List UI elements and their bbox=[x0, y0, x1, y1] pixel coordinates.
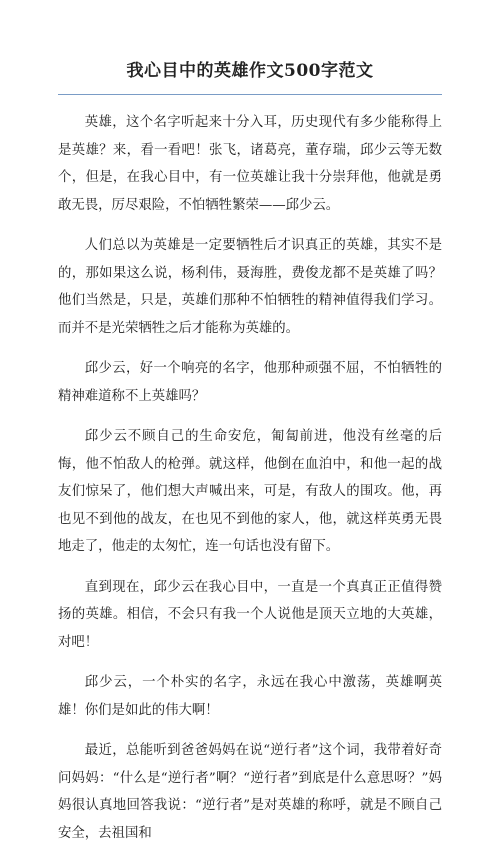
paragraph-3: 邱少云，好一个响亮的名字，他那种顽强不屈，不怕牺牲的精神难道称不上英雄吗？ bbox=[58, 361, 442, 404]
title-divider bbox=[58, 94, 442, 95]
paragraph-2: 人们总以为英雄是一定要牺牲后才识真正的英雄，其实不是的，那如果这么说，杨利伟，聂海胜，费俊龙都不是英雄了吗？他们当然是，只是，英雄们那种不怕牺牲的精神值得我们学习。而并不是光荣牺牲之后才能称为英雄的。 bbox=[58, 238, 442, 336]
document-title: 我心目中的英雄作文500字范文 bbox=[126, 61, 374, 81]
document-body bbox=[58, 109, 442, 847]
paragraph-4: 邱少云不顾自己的生命安危，匍匐前进，他没有丝毫的后悔，他不怕敌人的枪弹。就这样，他倒在血泊中，和他一起的战友们惊呆了，他们想大声喊出来，可是，有敌人的围攻。他，再也见不到他的战友，在也见不到他的家人，他，就这样英勇无畏地走了，他走的太匆忙，连一句话也没有留下。 bbox=[58, 429, 442, 554]
paragraph-5: 直到现在，邱少云在我心目中，一直是一个真真正正值得赞扬的英雄。相信，不会只有我一个人说他是顶天立地的大英雄，对吧！ bbox=[58, 579, 442, 650]
paragraph-1: 英雄，这个名字听起来十分入耳，历史现代有多少能称得上是英雄？来，看一看吧！张飞，诸葛亮，董存瑞，邱少云等无数个，但是，在我心目中，有一位英雄让我十分崇拜他，他就是勇敢无畏，厉尽艰险，不怕牺牲繁荣——邱少云。 bbox=[58, 115, 442, 213]
paragraph-6: 邱少云，一个朴实的名字，永远在我心中激荡，英雄啊英雄！你们是如此的伟大啊！ bbox=[58, 675, 442, 718]
paragraph-7: 最近，总能听到爸爸妈妈在说“逆行者”这个词，我带着好奇问妈妈：“什么是“逆行者”啊？“逆行者”到底是什么意思呀？”妈妈很认真地回答我说：“逆行者”是对英雄的称呼，就是不顾自己安全，去祖国和 bbox=[58, 743, 442, 841]
